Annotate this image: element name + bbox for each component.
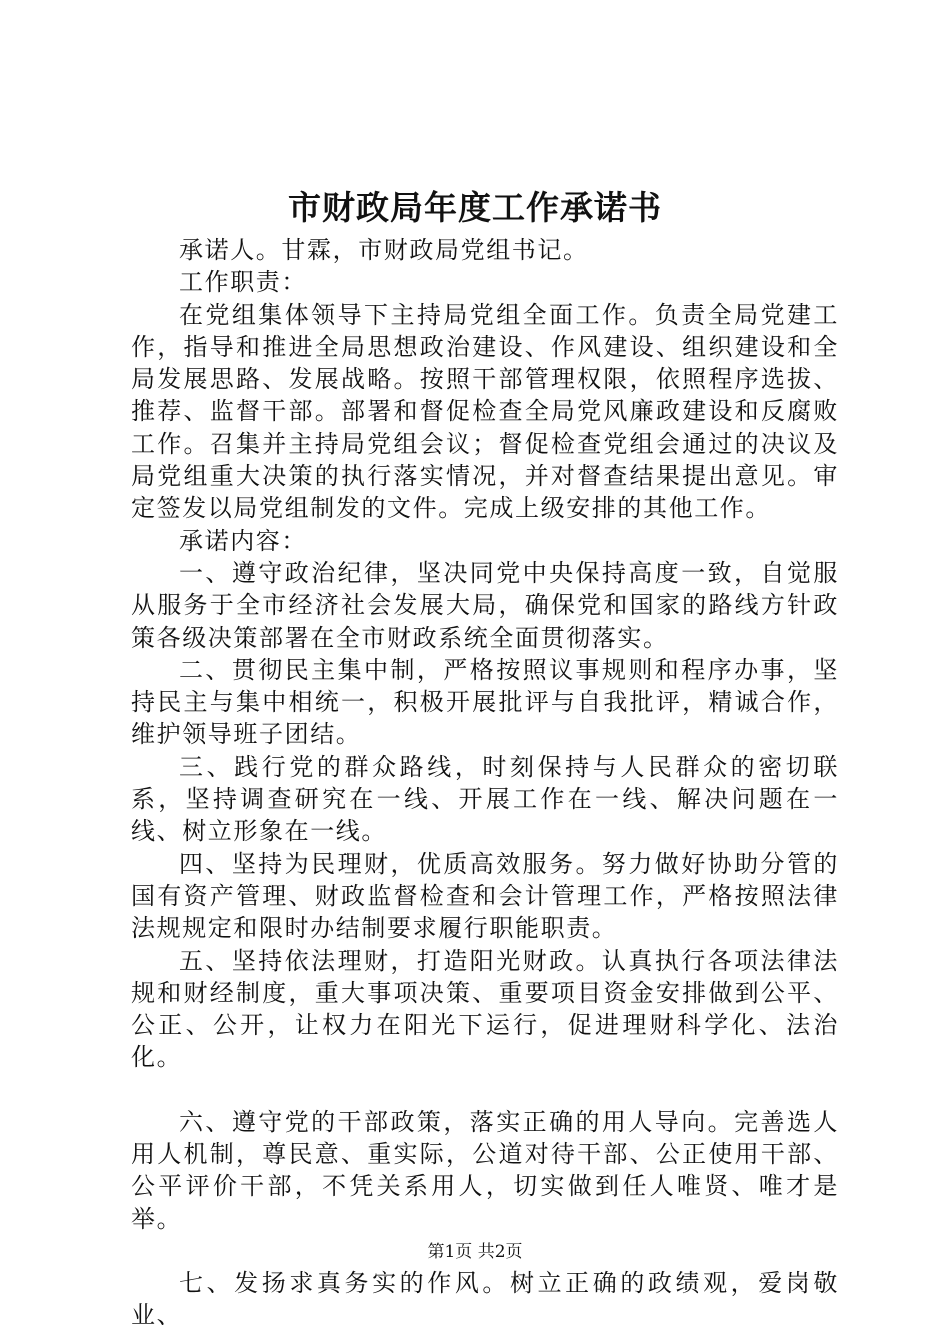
committer-line: 承诺人。甘霖，市财政局党组书记。 [179,236,589,264]
commitment-item-1: 一、遵守政治纪律，坚决同党中央保持高度一致，自觉服从服务于全市经济社会发展大局，确保党和国家的路线方针政策各级决策部署在全市财政系统全面贯彻落实。 [131,558,839,652]
duties-paragraph: 在党组集体领导下主持局党组全面工作。负责全局党建工作，指导和推进全局思想政治建设、作风建设、组织建设和全局发展思路、发展战略。按照干部管理权限，依照程序选拔、推荐、监督干部。部署和督促检查全局党风廉政建设和反腐败工作。召集并主持局党组会议；督促检查党组会通过的决议及局党组重大决策的执行落实情况，并对督查结果提出意见。审定签发以局党组制发的文件。完成上级安排的其他工作。 [131,300,839,523]
duties-heading: 工作职责： [179,268,307,297]
document-title: 市财政局年度工作承诺书 [288,188,662,227]
commitment-item-6: 六、遵守党的干部政策，落实正确的用人导向。完善选人用人机制，尊民意、重实际，公道对待干部、公正使用干部、公平评价干部，不凭关系用人，切实做到任人唯贤、唯才是举。 [131,1107,839,1233]
commitment-item-4: 四、坚持为民理财，优质高效服务。努力做好协助分管的国有资产管理、财政监督检查和会计管理工作，严格按照法律法规规定和限时办结制要求履行职能职责。 [131,849,839,943]
page-number: 第1页 共2页 [427,1242,523,1262]
commitment-item-7: 七、发扬求真务实的作风。树立正确的政绩观，爱岗敬业、 [131,1268,839,1330]
commitment-item-2: 二、贯彻民主集中制，严格按照议事规则和程序办事，坚持民主与集中相统一，积极开展批评与自我批评，精诚合作，维护领导班子团结。 [131,655,839,749]
commitment-item-3: 三、践行党的群众路线，时刻保持与人民群众的密切联系，坚持调查研究在一线、开展工作在一线、解决问题在一线、树立形象在一线。 [131,752,839,846]
commitment-item-5: 五、坚持依法理财，打造阳光财政。认真执行各项法律法规和财经制度，重大事项决策、重要项目资金安排做到公平、公正、公开，让权力在阳光下运行，促进理财科学化、法治化。 [131,946,839,1072]
document-body [131,234,839,1332]
commitments-heading: 承诺内容： [179,526,307,555]
